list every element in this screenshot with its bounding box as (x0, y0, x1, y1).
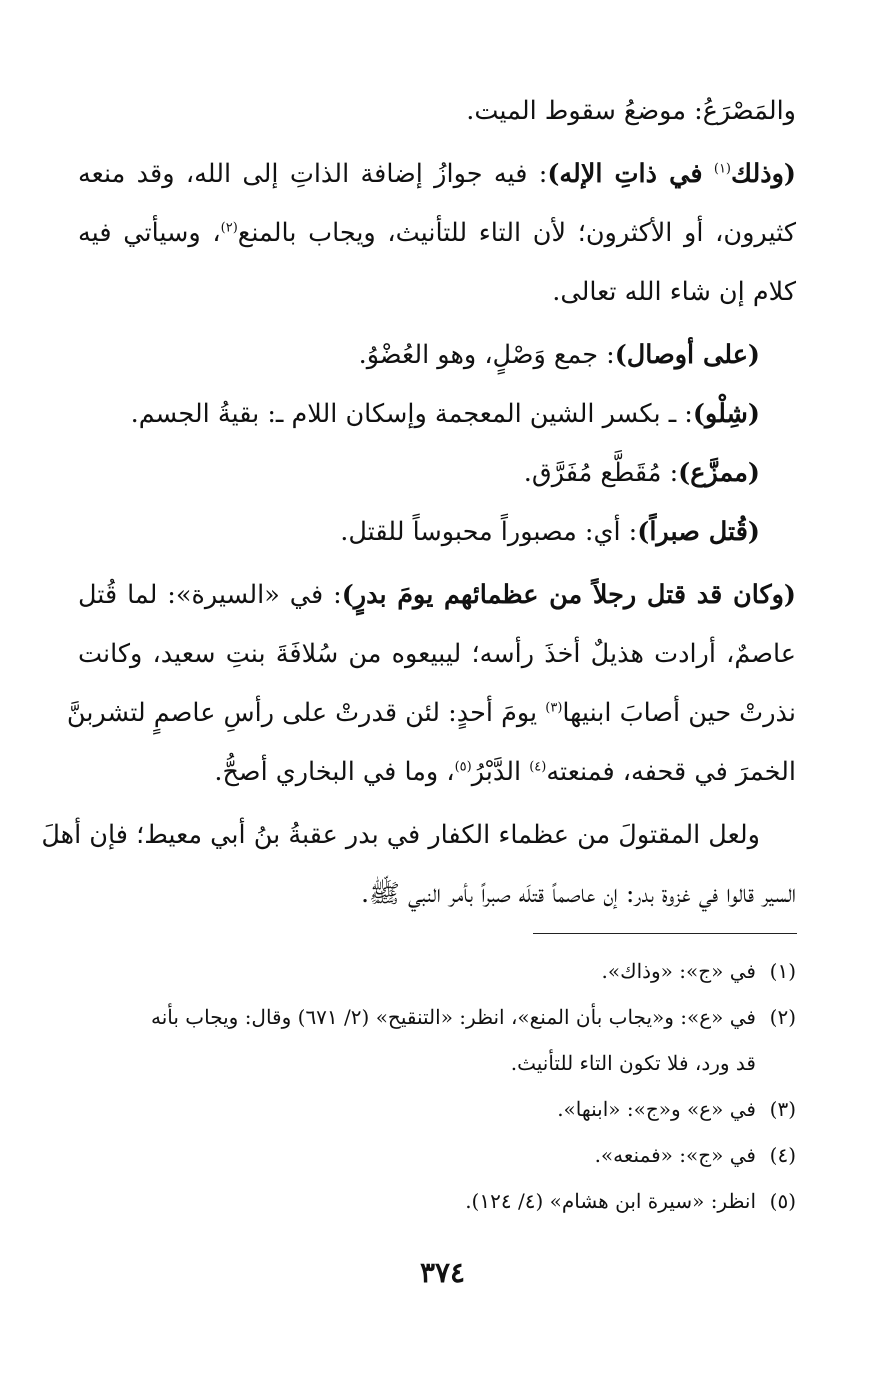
text-segment: : جمع وَصْلٍ، وهو العُضْوُ. (358, 340, 615, 370)
text-segment: كثيرون، أو الأكثرون؛ لأن التاء للتأنيث، ويجاب بالمنع (237, 218, 796, 248)
text-line (78, 444, 760, 503)
text-line (78, 385, 760, 444)
footnote-item (78, 994, 796, 1086)
text-segment: نذرتْ حين أصابَ ابنيها (562, 698, 796, 728)
footnote-ref[interactable]: (٤) (529, 759, 547, 775)
text-segment: : أي: مصبوراً محبوساً للقتل. (340, 517, 638, 547)
footnote-number: (٥) (769, 1189, 796, 1213)
footnote-text: انظر: «سيرة ابن هشام» (٤/ ١٢٤). (465, 1189, 756, 1213)
text-segment: ، وسيأتي فيه (78, 218, 221, 248)
main-text (41, 82, 796, 924)
text-line: كلام إن شاء الله تعالى. (552, 277, 796, 307)
footnote-item (78, 1132, 796, 1178)
footnote-text: في «ج»: «وذاك». (601, 959, 756, 983)
text-line (66, 684, 796, 743)
lemma: في ذاتِ الإله) (547, 159, 703, 189)
paragraph-2 (78, 145, 796, 322)
lemma: (وذلك (731, 159, 796, 189)
paragraph-1 (78, 82, 796, 141)
text-line (78, 145, 796, 204)
footnote-text: في «ع»: و«يجاب بأن المنع»، انظر: «التنقيح» (٢/ ٦٧١) وقال: ويجاب بأنه (150, 1005, 756, 1029)
footnote-item (78, 1086, 796, 1132)
footnote-ref[interactable]: (٣) (545, 700, 563, 716)
paragraph-8 (41, 806, 796, 924)
lemma: (ممزَّع) (678, 458, 760, 488)
text-segment: : ـ بكسر الشين المعجمة وإسكان اللام ـ: بقيةُ الجسم. (130, 399, 693, 429)
text-segment: ، وما في البخاري أصحُّ. (214, 757, 455, 787)
footnote-item (78, 948, 796, 994)
text-line: والمَصْرَعُ: موضعُ سقوط الميت. (466, 96, 796, 126)
footnote-number: (٢) (769, 1005, 796, 1029)
footnote-number: (١) (769, 959, 796, 983)
lemma: (قُتل صبراً) (637, 517, 760, 547)
paragraph-4 (78, 385, 796, 444)
lemma: (شِلْو) (692, 399, 760, 429)
lemma: (وكان قد قتل رجلاً من عظمائهم يومَ بدرٍ) (341, 580, 796, 610)
text-segment: : فيه جوازُ إضافة الذاتِ إلى الله، وقد منعه (78, 159, 548, 189)
text-line: ولعل المقتولَ من عظماء الكفار في بدر عقبةُ بنُ أبي معيط؛ فإن أهلَ (41, 820, 760, 850)
paragraph-3 (78, 326, 796, 385)
footnote-item (78, 1178, 796, 1224)
footnote-ref[interactable]: (٢) (220, 220, 238, 236)
footnote-ref[interactable]: (١) (713, 161, 731, 177)
footnote-text-continued: قد ورد، فلا تكون التاء للتأنيث. (510, 1051, 756, 1075)
footnote-text: في «ع» و«ج»: «ابنها». (557, 1097, 756, 1121)
footnote-text: في «ج»: «فمنعه». (594, 1143, 756, 1167)
footnote-number: (٤) (769, 1143, 796, 1167)
text-segment: : مُقَطَّع مُفَرَّق. (523, 458, 679, 488)
text-line (78, 743, 796, 802)
footnote-divider (533, 933, 797, 934)
text-segment: الدَّبْرُ (471, 757, 522, 787)
footnote-number: (٣) (769, 1097, 796, 1121)
text-line (78, 204, 796, 263)
page-number: ٣٧٤ (419, 1256, 466, 1289)
paragraph-6 (78, 503, 796, 562)
footnotes (78, 948, 796, 1224)
text-line (78, 503, 760, 562)
text-segment: : في «السيرة»: لما قُتل (78, 580, 342, 610)
footnote-ref[interactable]: (٥) (454, 759, 472, 775)
paragraph-7 (66, 566, 796, 802)
text-line (78, 326, 760, 385)
text-segment: الخمرَ في قحفه، فمنعته (546, 757, 796, 787)
text-segment: يومَ أحدٍ: لئن قدرتْ على رأسِ عاصمٍ لتشربنَّ (66, 698, 538, 728)
paragraph-5 (78, 444, 796, 503)
text-line: عاصمٌ، أرادت هذيلٌ أخذَ رأسه؛ ليبيعوه من سُلافَةَ بنتِ سعيد، وكانت (78, 639, 796, 669)
text-line (78, 566, 796, 625)
lemma: (على أوصال) (614, 340, 760, 370)
text-line: السير قالوا في غزوة بدر: إن عاصماً قتلَه صبراً بأمر النبي ﷺ. (360, 879, 796, 909)
